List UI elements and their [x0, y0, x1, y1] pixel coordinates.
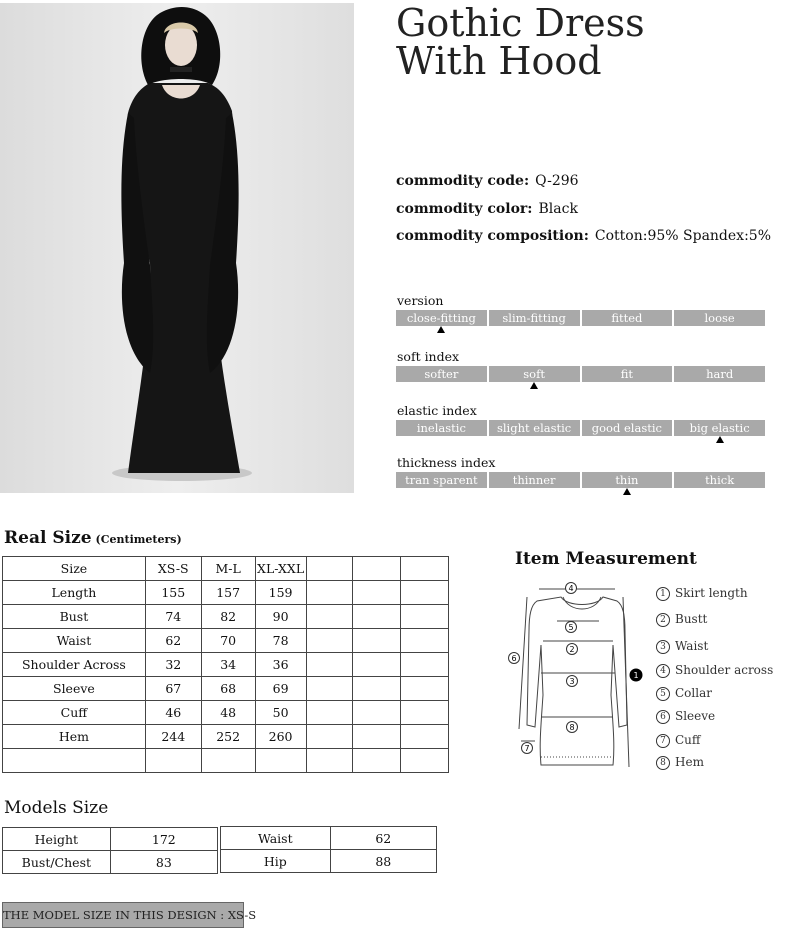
table-cell: 48 — [201, 701, 255, 725]
table-row — [3, 629, 449, 653]
model-size-bar: THE MODEL SIZE IN THIS DESIGN : XS-S — [2, 902, 244, 928]
row-label-cell — [3, 749, 146, 773]
model-hip-label: Hip — [221, 850, 331, 873]
table-cell: 78 — [255, 629, 306, 653]
table-cell — [401, 629, 449, 653]
model-waist-label: Waist — [221, 827, 331, 850]
commodity-color-row — [396, 201, 578, 217]
table-cell: 155 — [145, 581, 201, 605]
table-row — [3, 749, 449, 773]
version-scale — [396, 310, 765, 326]
table-cell: 32 — [145, 653, 201, 677]
table-row — [221, 827, 437, 850]
thickness-index-scale — [396, 472, 765, 488]
table-cell — [401, 653, 449, 677]
table-cell: 260 — [255, 725, 306, 749]
elastic-index-label: elastic index — [397, 403, 477, 418]
commodity-composition-label: commodity composition: — [396, 228, 589, 244]
table-cell: 62 — [145, 629, 201, 653]
table-cell — [306, 605, 353, 629]
table-cell — [353, 605, 401, 629]
table-cell: 50 — [255, 701, 306, 725]
table-cell — [401, 581, 449, 605]
table-cell — [401, 725, 449, 749]
table-cell: 159 — [255, 581, 306, 605]
commodity-color-value: Black — [538, 201, 578, 217]
commodity-code-value: Q-296 — [535, 173, 579, 189]
soft-index-option: hard — [674, 366, 765, 382]
table-cell — [306, 653, 353, 677]
table-cell: 82 — [201, 605, 255, 629]
row-label-cell: Hem — [3, 725, 146, 749]
real-size-title: Real Size — [4, 528, 92, 548]
row-label-cell: Sleeve — [3, 677, 146, 701]
legend-item: 7 Cuff — [656, 733, 700, 748]
soft-index-scale — [396, 366, 765, 382]
table-cell — [306, 725, 353, 749]
table-cell — [353, 653, 401, 677]
model-height-value: 172 — [110, 828, 217, 851]
table-cell: 67 — [145, 677, 201, 701]
table-cell — [401, 749, 449, 773]
model-hip-value: 88 — [330, 850, 436, 873]
thickness-index-option: thinner — [489, 472, 580, 488]
table-header-cell: XS-S — [145, 557, 201, 581]
table-row — [3, 701, 449, 725]
table-cell: 74 — [145, 605, 201, 629]
legend-item: 3 Waist — [656, 639, 708, 654]
table-cell — [353, 701, 401, 725]
table-cell — [353, 725, 401, 749]
real-size-heading — [4, 528, 182, 548]
svg-text:1: 1 — [633, 671, 639, 680]
commodity-composition-row — [396, 228, 771, 244]
row-label-cell: Cuff — [3, 701, 146, 725]
models-size-table-left — [2, 827, 218, 874]
size-table — [2, 556, 449, 773]
table-row — [3, 653, 449, 677]
table-row — [3, 851, 218, 874]
table-cell — [255, 749, 306, 773]
table-header-row — [3, 557, 449, 581]
svg-text:8: 8 — [569, 723, 575, 732]
table-row — [3, 725, 449, 749]
real-size-unit: (Centimeters) — [95, 533, 182, 546]
model-height-label: Height — [3, 828, 111, 851]
thickness-index-option: tran sparent — [396, 472, 487, 488]
soft-index-label: soft index — [397, 349, 460, 364]
svg-text:4: 4 — [568, 584, 574, 593]
table-cell — [353, 749, 401, 773]
svg-text:3: 3 — [569, 677, 575, 686]
table-header-cell: M-L — [201, 557, 255, 581]
model-waist-value: 62 — [330, 827, 436, 850]
legend-item: 4 Shoulder across — [656, 663, 773, 678]
model-bust-label: Bust/Chest — [3, 851, 111, 874]
commodity-code-row — [396, 173, 579, 189]
svg-text:2: 2 — [569, 645, 575, 654]
table-cell — [353, 629, 401, 653]
elastic-index-option: big elastic — [674, 420, 765, 436]
row-label-cell: Length — [3, 581, 146, 605]
thickness-index-option: thin — [582, 472, 673, 488]
table-cell: 70 — [201, 629, 255, 653]
soft-index-marker — [530, 382, 538, 389]
table-header-cell: XL-XXL — [255, 557, 306, 581]
thickness-index-marker — [623, 488, 631, 495]
elastic-index-option: inelastic — [396, 420, 487, 436]
thickness-index-option: thick — [674, 472, 765, 488]
soft-index-option: fit — [582, 366, 673, 382]
version-option: loose — [674, 310, 765, 326]
table-cell: 157 — [201, 581, 255, 605]
table-cell — [306, 701, 353, 725]
soft-index-option: softer — [396, 366, 487, 382]
table-cell: 90 — [255, 605, 306, 629]
item-measurement-heading: Item Measurement — [515, 549, 697, 569]
product-photo — [0, 3, 354, 493]
table-cell — [145, 749, 201, 773]
table-cell — [401, 677, 449, 701]
table-header-cell — [306, 557, 353, 581]
elastic-index-option: good elastic — [582, 420, 673, 436]
table-row — [3, 677, 449, 701]
version-label: version — [397, 293, 444, 308]
elastic-index-option: slight elastic — [489, 420, 580, 436]
table-cell: 252 — [201, 725, 255, 749]
legend-item: 6 Sleeve — [656, 709, 715, 724]
legend-item: 5 Collar — [656, 686, 712, 701]
commodity-color-label: commodity color: — [396, 201, 533, 217]
svg-text:5: 5 — [568, 623, 574, 632]
table-row — [221, 850, 437, 873]
table-cell: 69 — [255, 677, 306, 701]
table-row — [3, 581, 449, 605]
models-size-table-right — [220, 826, 437, 873]
table-cell: 68 — [201, 677, 255, 701]
row-label-cell: Waist — [3, 629, 146, 653]
table-cell — [353, 677, 401, 701]
table-cell: 34 — [201, 653, 255, 677]
models-size-heading: Models Size — [4, 798, 109, 818]
elastic-index-marker — [716, 436, 724, 443]
table-header-cell: Size — [3, 557, 146, 581]
version-option: close-fitting — [396, 310, 487, 326]
legend-item: 8 Hem — [656, 755, 704, 770]
elastic-index-scale — [396, 420, 765, 436]
table-cell — [306, 749, 353, 773]
table-cell: 46 — [145, 701, 201, 725]
table-cell — [201, 749, 255, 773]
table-row — [3, 605, 449, 629]
commodity-code-label: commodity code: — [396, 173, 530, 189]
table-cell — [306, 581, 353, 605]
table-cell: 36 — [255, 653, 306, 677]
commodity-composition-value: Cotton:95% Spandex:5% — [594, 228, 771, 244]
svg-text:7: 7 — [524, 744, 530, 753]
version-option: slim-fitting — [489, 310, 580, 326]
table-row — [3, 828, 218, 851]
version-marker — [437, 326, 445, 333]
table-cell — [401, 701, 449, 725]
product-title-line1: Gothic Dress — [396, 1, 645, 45]
model-bust-value: 83 — [110, 851, 217, 874]
table-cell — [306, 629, 353, 653]
legend-item: 1 Skirt length — [656, 586, 748, 601]
legend-item: 2 Bustt — [656, 612, 707, 627]
table-header-cell — [401, 557, 449, 581]
table-cell — [353, 581, 401, 605]
table-cell: 244 — [145, 725, 201, 749]
soft-index-option: soft — [489, 366, 580, 382]
table-cell — [306, 677, 353, 701]
table-cell — [401, 605, 449, 629]
thickness-index-label: thickness index — [397, 455, 496, 470]
product-title-line2: With Hood — [396, 39, 602, 83]
row-label-cell: Shoulder Across — [3, 653, 146, 677]
svg-text:6: 6 — [511, 654, 517, 663]
measurement-diagram — [505, 575, 650, 775]
version-option: fitted — [582, 310, 673, 326]
row-label-cell: Bust — [3, 605, 146, 629]
table-header-cell — [353, 557, 401, 581]
